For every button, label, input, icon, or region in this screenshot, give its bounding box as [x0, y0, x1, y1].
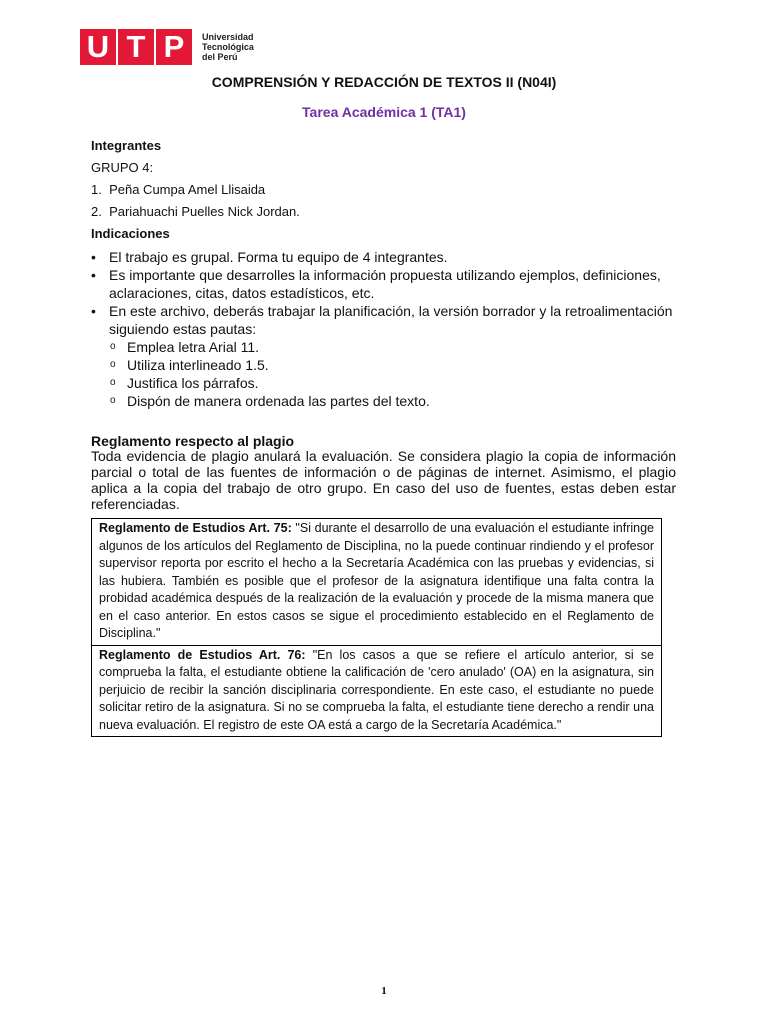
logo-line-2: Tecnológica: [202, 42, 254, 52]
member-item: [91, 182, 265, 197]
circle-bullet-icon: o: [110, 359, 116, 370]
bullet-item: [91, 266, 676, 302]
utp-logo: [80, 28, 254, 66]
member-item: [91, 204, 300, 219]
article-label: Reglamento de Estudios Art. 75:: [99, 521, 292, 535]
member-name: Pariahuachi Puelles Nick Jordan.: [109, 204, 300, 219]
plagiarism-heading: Reglamento respecto al plagio: [91, 433, 295, 449]
instructions-list: [91, 248, 676, 410]
bullet-icon: •: [91, 267, 96, 283]
article-label: Reglamento de Estudios Art. 76:: [99, 647, 306, 662]
bullet-icon: •: [91, 249, 96, 265]
article-75-cell: [92, 519, 661, 645]
circle-bullet-icon: o: [110, 377, 116, 388]
group-label: GRUPO 4:: [91, 160, 154, 175]
sub-bullet-text: Justifica los párrafos.: [127, 375, 259, 391]
sub-bullet-item: [91, 356, 676, 374]
bullet-text: En este archivo, deberás trabajar la planificación, la versión borrador y la retroalimentación siguiendo estas pautas:: [109, 303, 673, 337]
sub-bullet-text: Utiliza interlineado 1.5.: [127, 357, 269, 373]
logo-line-3: del Perú: [202, 52, 238, 62]
bullet-item: [91, 302, 676, 338]
member-number: 2.: [91, 204, 102, 219]
logo-letter-u: U: [80, 29, 116, 65]
plagiarism-paragraph: Toda evidencia de plagio anulará la evaluación. Se considera plagio la copia de información parcial o total de las fuentes de información o de páginas de internet. Asimismo, el plagio aplica a la copia del trabajo de otro grupo. En caso del uso de fuentes, estas deben estar referenciadas.: [91, 448, 676, 512]
page-number: 1: [381, 985, 387, 997]
article-76-cell: [92, 645, 661, 737]
assignment-title: Tarea Académica 1 (TA1): [302, 104, 466, 120]
sub-bullet-text: Dispón de manera ordenada las partes del texto.: [127, 393, 430, 409]
sub-bullet-item: [91, 392, 676, 410]
member-number: 1.: [91, 182, 102, 197]
logo-line-1: Universidad: [202, 32, 254, 42]
sub-bullet-item: [91, 338, 676, 356]
regulations-table: [91, 518, 662, 737]
bullet-text: El trabajo es grupal. Forma tu equipo de 4 integrantes.: [109, 249, 448, 265]
member-name: Peña Cumpa Amel Llisaida: [109, 182, 266, 197]
sub-bullet-text: Emplea letra Arial 11.: [127, 339, 260, 355]
bullet-icon: •: [91, 303, 96, 319]
logo-letter-t: T: [118, 29, 154, 65]
circle-bullet-icon: o: [110, 341, 116, 352]
instructions-heading: Indicaciones: [91, 226, 170, 241]
logo-university-name: [202, 32, 254, 62]
article-text: "Si durante el desarrollo de una evaluación el estudiante infringe algunos de los artículos del Reglamento de Disciplina, no la puede continuar rindiendo y el profesor supervisor reporta por escrito el hecho a la Secretaría Académica con las pruebas y evidencias, si las hubiera. También es posible que el profesor de la asignatura identifique una falta contra la probidad académica después de la realización de la evaluación y procede de la misma manera que en el caso anterior. En estos casos se sigue el procedimiento establecido en el Reglamento de Disciplina.": [99, 521, 654, 640]
bullet-text: Es importante que desarrolles la información propuesta utilizando ejemplos, definiciones, aclaraciones, citas, datos estadísticos, etc.: [109, 267, 661, 301]
members-heading: Integrantes: [91, 138, 162, 153]
sub-bullet-item: [91, 374, 676, 392]
article-text: "En los casos a que se refiere el artículo anterior, si se comprueba la falta, el estudiante obtiene la calificación de 'cero anulado' (OA) en la asignatura, sin perjuicio de recibir la sanción disciplinaria correspondiente. En este caso, el estudiante no puede solicitar retiro de la asignatura. Si no se comprueba la falta, el estudiante tiene derecho a rendir una nueva evaluación. El registro de este OA está a cargo de la Secretaría Académica.": [99, 647, 655, 732]
bullet-item: [91, 248, 676, 266]
logo-letter-p: P: [156, 29, 192, 65]
course-title: COMPRENSIÓN Y REDACCIÓN DE TEXTOS II (N04I): [211, 74, 557, 90]
circle-bullet-icon: o: [110, 395, 116, 406]
